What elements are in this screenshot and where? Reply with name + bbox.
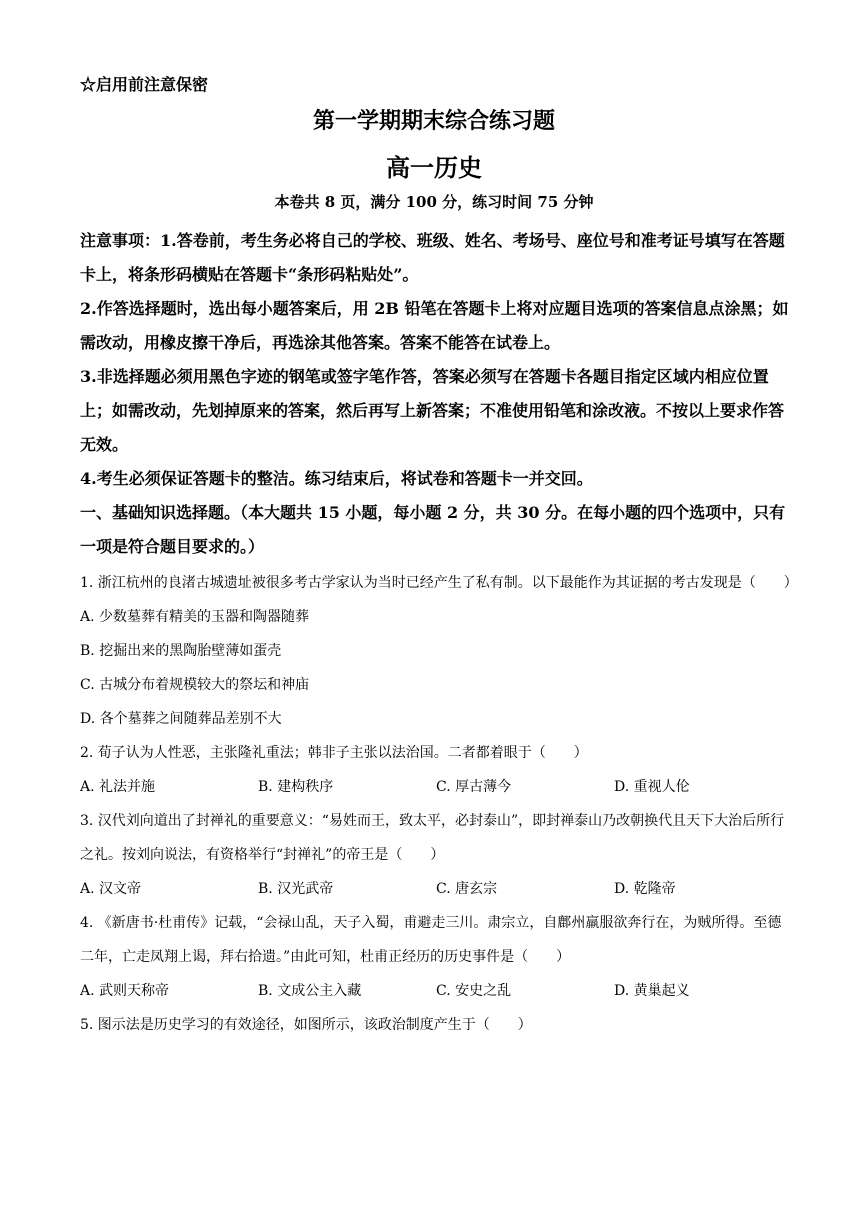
- option-c: C. 安史之乱: [436, 983, 512, 999]
- question-stem: 1. 浙江杭州的良渚古城遗址被很多考古学家认为当时已经产生了私有制。以下最能作为其证据的考古发现是（ ）: [80, 575, 798, 591]
- exam-subject: 高一历史: [386, 153, 482, 182]
- question-stem: 5. 图示法是历史学习的有效途径，如图所示，该政治制度产生于（ ）: [80, 1017, 532, 1033]
- option-d: D. 重视人伦: [614, 779, 690, 795]
- options: [80, 974, 792, 1008]
- question-5: [80, 1008, 792, 1042]
- exam-title: 第一学期期末综合练习题: [312, 108, 555, 134]
- exam-info: 本卷共 8 页，满分 100 分，练习时间 75 分钟: [274, 193, 594, 211]
- option-d: D. 各个墓葬之间随葬品差别不大: [80, 711, 282, 727]
- options: [80, 872, 792, 906]
- options: [80, 770, 792, 804]
- option-b: B. 建构秩序: [258, 779, 334, 795]
- option-a: A. 武则天称帝: [80, 983, 170, 999]
- question-stem: 2. 荀子认为人性恶，主张隆礼重法；韩非子主张以法治国。二者都着眼于（ ）: [80, 745, 588, 761]
- option-a: A. 少数墓葬有精美的玉器和陶器随葬: [80, 609, 310, 625]
- question-2: [80, 736, 792, 804]
- options: [80, 600, 792, 736]
- option-d: D. 乾隆帝: [614, 881, 676, 897]
- instructions: [80, 224, 792, 496]
- question-1: [80, 566, 798, 736]
- instruction-3: 3.非选择题必须用黑色字迹的钢笔或签字笔作答，答案必须写在答题卡各题目指定区域内相应位置上；如需改动，先划掉原来的答案，然后再写上新答案；不准使用铅笔和涂改液。不按以上要求作答无效。: [80, 367, 785, 454]
- question-4: [80, 906, 792, 1008]
- question-list: [80, 566, 798, 1042]
- instruction-2: 2.作答选择题时，选出每小题答案后，用 2B 铅笔在答题卡上将对应题目选项的答案信息点涂黑；如需改动，用橡皮擦干净后，再选涂其他答案。答案不能答在试卷上。: [80, 299, 789, 352]
- question-stem: 3. 汉代刘向道出了封禅礼的重要意义：“易姓而王，致太平，必封泰山”，即封禅泰山乃改朝换代且天下大治后所行之礼。按刘向说法，有资格举行“封禅礼”的帝王是（ ）: [80, 813, 785, 863]
- option-b: B. 挖掘出来的黑陶胎壁薄如蛋壳: [80, 643, 282, 659]
- instruction-4: 4.考生必须保证答题卡的整洁。练习结束后，将试卷和答题卡一并交回。: [80, 469, 593, 488]
- confidential-mark: ☆启用前注意保密: [80, 75, 209, 94]
- option-c: C. 古城分布着规模较大的祭坛和神庙: [80, 677, 310, 693]
- option-d: D. 黄巢起义: [614, 983, 690, 999]
- option-a: A. 礼法并施: [80, 779, 156, 795]
- instruction-1: 注意事项：1.答卷前，考生务必将自己的学校、班级、姓名、考场号、座位号和准考证号填写在答题卡上，将条形码横贴在答题卡“条形码粘贴处”。: [80, 231, 785, 284]
- question-3: [80, 804, 792, 906]
- question-stem: 4. 《新唐书·杜甫传》记载，“会禄山乱，天子入蜀，甫避走三川。肃宗立，自鄜州羸服欲奔行在，为贼所得。至德二年，亡走凤翔上谒，拜右拾遗。”由此可知，杜甫正经历的历史事件是（ ）: [80, 915, 782, 965]
- option-c: C. 厚古薄今: [436, 779, 512, 795]
- option-b: B. 文成公主入藏: [258, 983, 362, 999]
- section-heading: 一、基础知识选择题。（本大题共 15 小题，每小题 2 分，共 30 分。在每小题的四个选项中，只有一项是符合题目要求的。）: [80, 503, 786, 556]
- option-b: B. 汉光武帝: [258, 881, 334, 897]
- option-c: C. 唐玄宗: [436, 881, 498, 897]
- option-a: A. 汉文帝: [80, 881, 142, 897]
